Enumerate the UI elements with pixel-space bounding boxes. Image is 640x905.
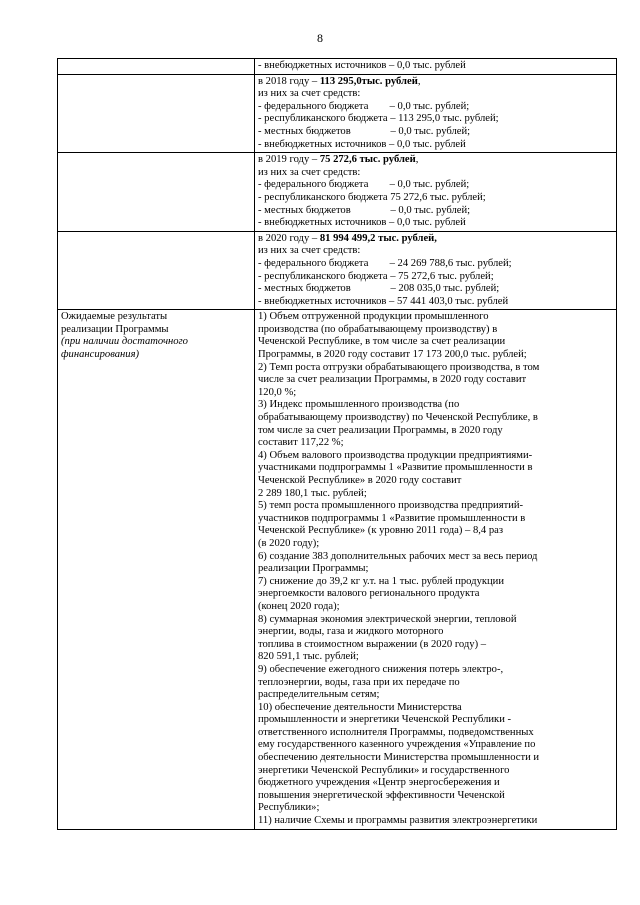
results-line: 8) суммарная экономия электрической энергии, тепловой — [258, 613, 517, 625]
results-line: обрабатывающему производству) по Чеченской Республике, в — [258, 412, 538, 424]
funding-line: - внебюджетных источников – 0,0 тыс. рублей — [258, 60, 466, 71]
results-line: участниками подпрограммы 1 «Развитие промышленности в — [258, 462, 533, 474]
results-line: топлива в стоимостном выражении (в 2020 году) – — [258, 638, 487, 650]
results-heading-cell — [58, 310, 255, 829]
page-number: 8 — [317, 31, 323, 45]
results-heading: реализации Программы — [61, 323, 169, 335]
funding-line: - внебюджетных источников – 0,0 тыс. рублей — [258, 217, 466, 229]
results-line: 7) снижение до 39,2 кг у.т. на 1 тыс. рублей продукции — [258, 575, 505, 587]
results-line: производства (по обрабатывающему производству) в — [258, 323, 498, 335]
empty-cell — [58, 153, 255, 232]
results-line: ему государственного казенного учреждения «Управление по — [258, 739, 536, 751]
funding-line: - республиканского бюджета – 75 272,6 тыс. рублей; — [258, 270, 494, 282]
funding-line: - местных бюджетов – 0,0 тыс. рублей; — [258, 204, 471, 216]
results-line: 3) Индекс промышленного производства (по — [258, 399, 460, 411]
results-line: реализации Программы; — [258, 563, 369, 575]
empty-cell — [58, 74, 255, 153]
results-cell — [255, 310, 617, 829]
results-line: 120,0 %; — [258, 386, 297, 398]
empty-cell — [58, 59, 255, 75]
results-line: энергии, воды, газа и жидкого моторного — [258, 626, 444, 638]
results-line: энергетики Чеченской Республики» и государственного — [258, 764, 510, 776]
results-line: составит 117,22 %; — [258, 437, 344, 449]
results-line: 820 591,1 тыс. рублей; — [258, 651, 359, 663]
results-line: повышения энергетической эффективности Чеченской — [258, 789, 505, 801]
results-note: финансирования) — [61, 349, 140, 361]
funding-line: - местных бюджетов – 0,0 тыс. рублей; — [258, 125, 471, 137]
results-line: энергоемкости валового регионального продукта — [258, 588, 480, 600]
results-line: 9) обеспечение ежегодного снижения потерь электро-, — [258, 663, 504, 675]
funding-line: - внебюджетных источников – 0,0 тыс. рублей — [258, 138, 466, 150]
results-line: 2) Темп роста отгрузки обрабатывающего производства, в том — [258, 361, 540, 373]
funding-line: из них за счет средств: — [258, 166, 361, 178]
table-row — [58, 153, 617, 232]
funding-line: из них за счет средств: — [258, 88, 361, 100]
results-line: 4) Объем валового производства продукции предприятиями- — [258, 449, 533, 461]
results-line: промышленности и энергетики Чеченской Республики - — [258, 714, 512, 726]
funding-line: - республиканского бюджета 75 272,6 тыс. рублей; — [258, 191, 486, 203]
results-heading: Ожидаемые результаты — [61, 311, 168, 323]
results-line: 5) темп роста промышленного производства предприятий- — [258, 500, 524, 512]
funding-year-amount: 75 272,6 тыс. рублей — [319, 154, 416, 166]
funding-line: - федерального бюджета – 0,0 тыс. рублей; — [258, 179, 470, 191]
results-line: (конец 2020 года); — [258, 600, 340, 612]
results-line: 11) наличие Схемы и программы развития электроэнергетики — [258, 815, 538, 827]
results-line: том числе за счет реализации Программы, в 2020 году — [258, 424, 503, 436]
funding-line: - республиканского бюджета – 113 295,0 тыс. рублей; — [258, 113, 499, 125]
funding-year-heading: в 2020 году – 81 994 499,2 тыс. рублей, — [258, 232, 437, 244]
funding-year-cell — [255, 231, 617, 310]
table-row — [58, 310, 617, 829]
results-line: обеспечению деятельности Министерства промышленности и — [258, 752, 540, 764]
results-line: числе за счет реализации Программы, в 2020 году составит — [258, 374, 527, 386]
funding-year-cell — [255, 74, 617, 153]
results-line: участников подпрограммы 1 «Развитие промышленности в — [258, 512, 526, 524]
results-line: Программы, в 2020 году составит 17 173 200,0 тыс. рублей; — [258, 349, 527, 361]
funding-year-amount: 113 295,0тыс. рублей — [319, 75, 418, 87]
results-line: теплоэнергии, воды, газа при их передаче по — [258, 676, 460, 688]
table-row — [58, 231, 617, 310]
results-line: 1) Объем отгруженной продукции промышленного — [258, 311, 489, 323]
funding-year-heading: в 2018 году – 113 295,0тыс. рублей, — [258, 75, 421, 87]
funding-line: - внебюджетных источников – 57 441 403,0 тыс. рублей — [258, 295, 509, 307]
results-line: Чеченской Республике, в том числе за счет реализации — [258, 336, 506, 348]
table-row — [58, 59, 617, 75]
table-row — [58, 74, 617, 153]
funding-line: - федерального бюджета – 24 269 788,6 тыс. рублей; — [258, 257, 512, 269]
funding-line: из них за счет средств: — [258, 245, 361, 257]
results-note: (при наличии достаточного — [61, 336, 188, 348]
results-line: 2 289 180,1 тыс. рублей; — [258, 487, 367, 499]
results-line: 10) обеспечение деятельности Министерства — [258, 701, 462, 713]
passport-table — [57, 58, 617, 830]
results-line: Республики»; — [258, 802, 320, 814]
results-line: распределительным сетям; — [258, 689, 380, 701]
funding-year-cell — [255, 153, 617, 232]
results-line: Чеченской Республике» (к уровню 2011 года) – 8,4 раз — [258, 525, 504, 537]
results-line: ответственного исполнителя Программы, подведомственных — [258, 726, 534, 738]
empty-cell — [58, 231, 255, 310]
funding-line: - федерального бюджета – 0,0 тыс. рублей; — [258, 100, 470, 112]
funding-year-amount: 81 994 499,2 тыс. рублей, — [319, 232, 437, 244]
results-line: бюджетного учреждения «Центр энергосбережения и — [258, 777, 500, 789]
funding-year-heading: в 2019 году – 75 272,6 тыс. рублей, — [258, 154, 419, 166]
results-line: (в 2020 году); — [258, 537, 320, 549]
results-line: 6) создание 383 дополнительных рабочих мест за весь период — [258, 550, 538, 562]
funding-cell — [255, 59, 617, 75]
results-line: Чеченской Республике» в 2020 году составит — [258, 475, 462, 486]
funding-line: - местных бюджетов – 208 035,0 тыс. рублей; — [258, 283, 500, 295]
